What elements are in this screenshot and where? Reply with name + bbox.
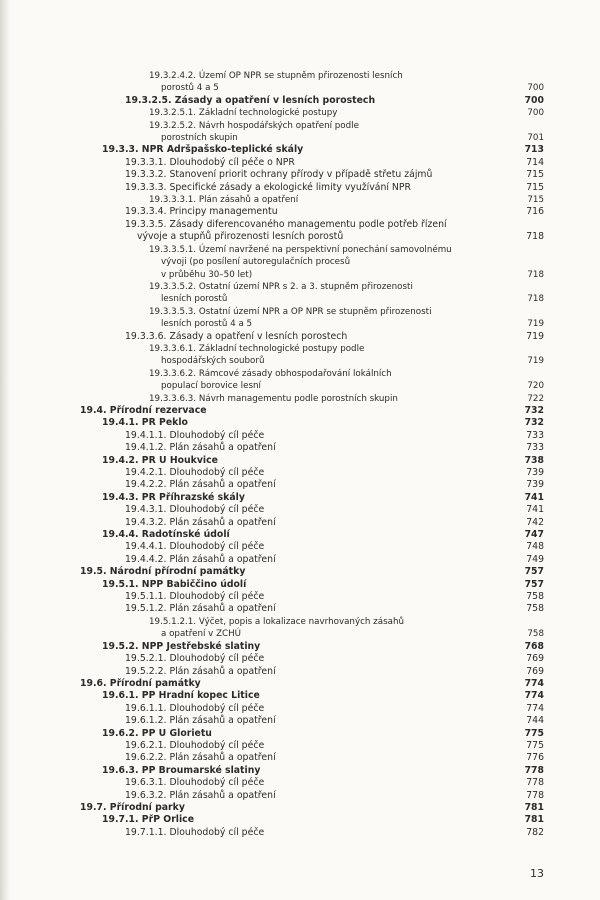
- toc-entry: [0, 95, 600, 107]
- toc-entry-page: 718: [526, 231, 544, 243]
- toc-entry-title: 19.3.3.6. Zásady a opatření v lesních porostech: [125, 330, 348, 342]
- toc-entry-title: 19.5.1. NPP Babiččino údolí: [102, 578, 247, 590]
- toc-entry-page: 769: [526, 653, 544, 665]
- toc-entry-page: 732: [524, 404, 544, 416]
- toc-entry: [0, 752, 600, 764]
- toc-entry: [0, 194, 600, 206]
- toc-entry-title: 19.4.4.1. Dlouhodobý cíl péče: [125, 541, 265, 553]
- toc-entry: [0, 157, 600, 169]
- toc-entry: [0, 455, 600, 467]
- page-number: 13: [530, 867, 544, 880]
- toc-entry-title-continuation: vývoji (po posílení autoregulačních procesů: [161, 257, 351, 268]
- toc-entry-page: 781: [524, 801, 544, 813]
- toc-entry: [0, 206, 600, 218]
- toc-entry-title: 19.3.3.6.3. Návrh managementu podle porostních skupin: [149, 393, 398, 404]
- toc-entry-page: 714: [526, 156, 544, 168]
- toc-entry: [0, 219, 600, 244]
- toc-entry-page: 758: [526, 591, 544, 603]
- toc-entry-page: 782: [526, 826, 544, 838]
- toc-entry-page: 732: [524, 417, 544, 429]
- toc-entry-page: 741: [524, 491, 544, 503]
- toc-entry-page: 718: [527, 294, 544, 305]
- toc-entry: [0, 405, 600, 417]
- toc-entry-title: 19.4.3.2. Plán zásahů a opatření: [125, 516, 276, 528]
- toc-entry-page: 758: [527, 629, 544, 640]
- toc-entry-title-continuation: hospodářských souborů: [161, 356, 265, 367]
- toc-entry-title: 19.3.2.5.1. Základní technologické postupy: [149, 108, 338, 119]
- toc-entry: [0, 641, 600, 653]
- toc-entry: [0, 653, 600, 665]
- toc-entry-title: 19.6. Přírodní památky: [80, 677, 201, 689]
- toc-entry: [0, 120, 600, 145]
- toc-entry: [0, 517, 600, 529]
- toc-entry-title: 19.5. Národní přírodní památky: [80, 566, 246, 578]
- toc-entry-page: 775: [526, 739, 544, 751]
- toc-entry: [0, 740, 600, 752]
- toc-entry-page: 739: [526, 467, 544, 478]
- toc-entry-page: 757: [524, 578, 544, 590]
- toc-entry-title: 19.4. Přírodní rezervace: [80, 404, 207, 416]
- toc-entry: [0, 393, 600, 405]
- toc-entry: [0, 603, 600, 615]
- toc-entry-page: 776: [526, 752, 544, 764]
- toc-entry-page: 722: [527, 393, 544, 404]
- toc-entry-title: 19.6.1.1. Dlouhodobý cíl péče: [125, 702, 265, 714]
- toc-entry: [0, 703, 600, 715]
- toc-entry: [0, 728, 600, 740]
- toc-entry-title: 19.3.2.4.2. Území OP NPR se stupněm přirozenosti lesních: [149, 71, 403, 81]
- toc-entry-page: 733: [526, 442, 544, 454]
- toc-entry-page: 744: [526, 715, 544, 727]
- toc-entry: [0, 765, 600, 777]
- toc-entry-title: 19.4.1.1. Dlouhodobý cíl péče: [125, 429, 265, 441]
- toc-entry-title: 19.5.2.1. Dlouhodobý cíl péče: [125, 653, 265, 665]
- toc-entry: [0, 541, 600, 553]
- toc-entry: [0, 790, 600, 802]
- toc-entry-page: 768: [524, 640, 544, 652]
- toc-entry-title: 19.4.3.1. Dlouhodobý cíl péče: [125, 504, 265, 516]
- toc-entry: [0, 169, 600, 181]
- toc-entry-page: 757: [524, 566, 544, 578]
- toc-entry-title: 19.3.2.5.2. Návrh hospodářských opatření podle: [149, 120, 359, 131]
- toc-entry: [0, 492, 600, 504]
- toc-entry-page: 749: [526, 553, 544, 565]
- toc-entry: [0, 678, 600, 690]
- toc-entry-title: 19.3.3.6.1. Základní technologické postupy podle: [149, 343, 365, 354]
- toc-entry-page: 700: [527, 83, 544, 94]
- toc-entry: [0, 281, 600, 306]
- toc-entry-page: 713: [524, 144, 544, 156]
- toc-entry-page: 747: [524, 529, 544, 541]
- toc-entry-page: 719: [527, 356, 544, 367]
- toc-entry: [0, 554, 600, 566]
- toc-entry-title: 19.6.3.1. Dlouhodobý cíl péče: [125, 777, 265, 789]
- toc-entry-title: 19.6.2.2. Plán zásahů a opatření: [125, 752, 276, 764]
- toc-entry: [0, 70, 600, 95]
- toc-entry: [0, 504, 600, 516]
- toc-entry-page: 778: [526, 777, 544, 789]
- toc-entry-page: 719: [527, 319, 544, 330]
- toc-entry-title: 19.4.2.2. Plán zásahů a opatření: [125, 479, 276, 491]
- toc-entry: [0, 467, 600, 479]
- toc-entry: [0, 343, 600, 368]
- toc-entry-title: 19.3.3.5. Zásady diferencovaného managementu podle potřeb řízení: [125, 218, 447, 230]
- toc-entry-title: 19.6.1. PP Hradní kopec Litice: [102, 690, 260, 702]
- toc-entry: [0, 306, 600, 331]
- toc-entry-title: 19.3.3.3. Specifické zásady a ekologické limity využívání NPR: [125, 181, 411, 193]
- toc-entry-title: 19.4.2.1. Dlouhodobý cíl péče: [125, 467, 265, 478]
- toc-entry-page: 774: [526, 702, 544, 714]
- toc-entry-page: 741: [526, 504, 544, 516]
- toc-entry-title: 19.4.3. PR Příhrazské skály: [102, 491, 245, 503]
- toc-entry-title: 19.3.3.5.1. Území navržené na perspektivní ponechání samovolnému: [149, 244, 452, 255]
- toc-entry-page: 775: [524, 727, 544, 739]
- toc-entry-title: 19.6.2.1. Dlouhodobý cíl péče: [125, 739, 265, 751]
- toc-entry-page: 719: [526, 330, 544, 342]
- toc-entry: [0, 802, 600, 814]
- toc-entry-page: 716: [526, 206, 544, 218]
- toc-entry-title: 19.3.3.4. Principy managementu: [125, 206, 278, 218]
- toc-entry-page: 715: [526, 181, 544, 193]
- toc-entry-page: 748: [526, 541, 544, 553]
- toc-entry-title: 19.3.3. NPR Adršpašsko-teplické skály: [102, 144, 304, 156]
- toc-entry: [0, 579, 600, 591]
- toc-entry-title-continuation: a opatření v ZCHÚ: [161, 629, 242, 640]
- toc-entry-title: 19.4.2. PR U Houkvice: [102, 454, 218, 466]
- toc-entry-title: 19.7.1. PřP Orlice: [102, 814, 195, 826]
- toc-entry: [0, 479, 600, 491]
- toc-entry-title-continuation: porostů 4 a 5: [161, 83, 219, 94]
- toc-entry-title: 19.7.1.1. Dlouhodobý cíl péče: [125, 826, 265, 838]
- toc-entry: [0, 417, 600, 429]
- toc-entry-title: 19.5.1.1. Dlouhodobý cíl péče: [125, 591, 265, 603]
- toc-entry: [0, 591, 600, 603]
- toc-entry-title: 19.3.3.3.1. Plán zásahů a opatření: [149, 195, 299, 206]
- toc-entry-page: 778: [524, 764, 544, 776]
- toc-entry: [0, 666, 600, 678]
- toc-entry: [0, 244, 600, 281]
- toc-entry: [0, 715, 600, 727]
- toc-entry-page: 715: [527, 195, 544, 206]
- toc-entry-title: 19.5.1.2.1. Výčet, popis a lokalizace navrhovaných zásahů: [149, 616, 404, 627]
- toc-entry-page: 781: [524, 814, 544, 826]
- toc-entry: [0, 814, 600, 826]
- toc-entry-title: 19.7. Přírodní parky: [80, 801, 185, 813]
- toc-entry-title: 19.6.3.2. Plán zásahů a opatření: [125, 789, 276, 801]
- toc-entry: [0, 368, 600, 393]
- toc-entry: [0, 331, 600, 343]
- toc-entry-title-continuation: vývoje a stupňů přirozenosti lesních porostů: [137, 231, 344, 243]
- toc-entry-title: 19.6.3. PP Broumarské slatiny: [102, 764, 261, 776]
- toc-entry: [0, 107, 600, 119]
- toc-entry: [0, 827, 600, 839]
- toc-entry-page: 700: [527, 108, 544, 119]
- toc-entry-title-continuation: lesních porostů: [161, 294, 228, 305]
- toc-entry-title: 19.3.3.6.2. Rámcové zásady obhospodařování lokálních: [149, 368, 392, 379]
- toc-entry-page: 700: [524, 94, 544, 106]
- toc-entry-page: 758: [526, 603, 544, 615]
- toc-entry: [0, 616, 600, 641]
- toc-entry: [0, 442, 600, 454]
- toc-entry-title: 19.4.4. Radotínské údolí: [102, 529, 230, 541]
- toc-entry-page: 769: [526, 665, 544, 677]
- toc-entry-page: 778: [526, 789, 544, 801]
- toc-entry-title: 19.5.1.2. Plán zásahů a opatření: [125, 603, 276, 615]
- toc-entry-title: 19.5.2.2. Plán zásahů a opatření: [125, 665, 276, 677]
- toc-entry-title: 19.3.3.2. Stanovení priorit ochrany přírody v případě střetu zájmů: [125, 169, 433, 181]
- toc-entry-title: 19.3.3.1. Dlouhodobý cíl péče o NPR: [125, 156, 295, 168]
- toc-entry-title-continuation: v průběhu 30–50 let): [161, 269, 253, 280]
- toc-entry-title: 19.4.1.2. Plán zásahů a opatření: [125, 442, 276, 454]
- toc-entry-page: 715: [526, 169, 544, 181]
- toc-entry: [0, 144, 600, 156]
- toc-entry: [0, 690, 600, 702]
- toc-entry: [0, 430, 600, 442]
- toc-entry-page: 701: [527, 133, 544, 144]
- toc-entry-title: 19.6.2. PP U Glorietu: [102, 727, 212, 739]
- toc-entry-page: 718: [527, 269, 544, 280]
- toc-entry-page: 742: [526, 516, 544, 528]
- toc-entry-title: 19.3.2.5. Zásady a opatření v lesních porostech: [125, 94, 376, 106]
- toc-entry-page: 720: [527, 381, 544, 392]
- toc-entry: [0, 566, 600, 578]
- toc-entry-title: 19.3.3.5.2. Ostatní území NPR s 2. a 3. stupněm přirozenosti: [149, 281, 413, 292]
- toc-entry-title: 19.4.4.2. Plán zásahů a opatření: [125, 553, 276, 565]
- toc-entry-page: 733: [526, 429, 544, 441]
- toc-entry-page: 738: [524, 454, 544, 466]
- toc-entry: [0, 529, 600, 541]
- toc-entry-title-continuation: populací borovice lesní: [161, 381, 261, 392]
- toc-entry-title: 19.3.3.5.3. Ostatní území NPR a OP NPR se stupněm přirozenosti: [149, 306, 432, 317]
- toc-entry-title: 19.6.1.2. Plán zásahů a opatření: [125, 715, 276, 727]
- toc-entry-page: 774: [524, 690, 544, 702]
- toc-entry: [0, 182, 600, 194]
- toc-entry: [0, 777, 600, 789]
- toc-entry-title: 19.4.1. PR Peklo: [102, 417, 188, 429]
- table-of-contents: [0, 70, 600, 839]
- toc-entry-title-continuation: lesních porostů 4 a 5: [161, 319, 253, 330]
- toc-entry-page: 739: [526, 479, 544, 491]
- toc-entry-page: 774: [524, 677, 544, 689]
- toc-entry-title-continuation: porostních skupin: [161, 133, 238, 144]
- toc-entry-title: 19.5.2. NPP Jestřebské slatiny: [102, 640, 261, 652]
